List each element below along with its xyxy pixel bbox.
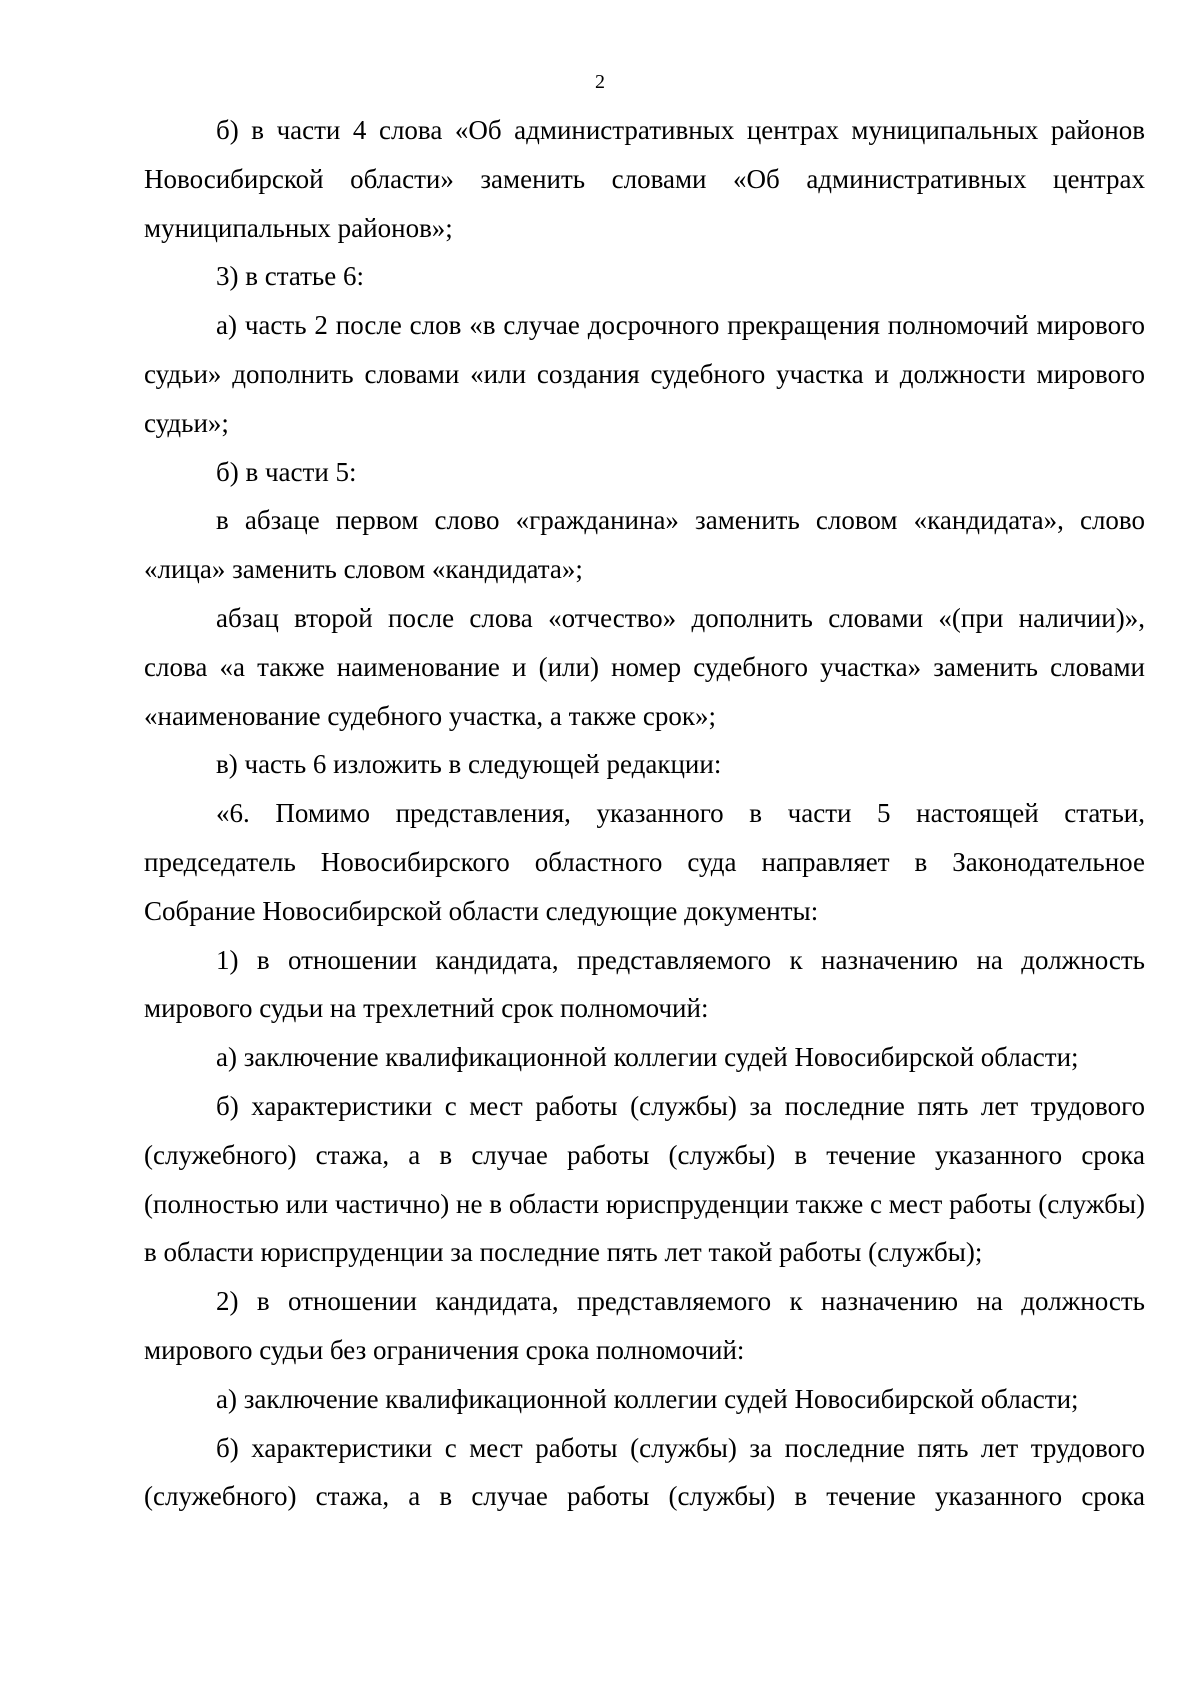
- paragraph: в абзаце первом слово «гражданина» заменить словом «кандидата», слово «лица» заменить словом «кандидата»;: [144, 505, 1145, 585]
- paragraph: б) характеристики с мест работы (службы) за последние пять лет трудового (служебного) стажа, а в случае работы (службы) в течение указанного срока (полностью или частично) не в области юриспруденции также с мест работы (службы) в области юриспруденции за последние пять лет такой работы (службы);: [144, 1090, 1145, 1268]
- paragraph: в) часть 6 изложить в следующей редакции:: [216, 749, 722, 780]
- paragraph: а) часть 2 после слов «в случае досрочного прекращения полномочий мирового судьи» дополнить словами «или создания судебного участка и должности мирового судьи»;: [144, 310, 1145, 438]
- paragraph: 1) в отношении кандидата, представляемого к назначению на должность мирового судьи на трехлетний срок полномочий:: [144, 944, 1145, 1024]
- paragraph: б) в части 5:: [216, 456, 357, 487]
- paragraph: 3) в статье 6:: [216, 261, 364, 292]
- paragraph: а) заключение квалификационной коллегии судей Новосибирской области;: [216, 1383, 1079, 1414]
- document-body: [144, 106, 1145, 1521]
- paragraph: абзац второй после слова «отчество» дополнить словами «(при наличии)», слова «а также наименование и (или) номер судебного участка» заменить словами «наименование судебного участка, а также срок»;: [144, 602, 1145, 731]
- paragraph: «6. Помимо представления, указанного в части 5 настоящей статьи, председатель Новосибирского областного суда направляет в Законодательное Собрание Новосибирской области следующие документы:: [144, 798, 1145, 926]
- page-number: 2: [595, 71, 605, 93]
- paragraph: а) заключение квалификационной коллегии судей Новосибирской области;: [216, 1042, 1079, 1073]
- paragraph: б) характеристики с мест работы (службы) за последние пять лет трудового (служебного) стажа, а в случае работы (службы) в течение указанного срока: [144, 1432, 1145, 1512]
- paragraph: 2) в отношении кандидата, представляемого к назначению на должность мирового судьи без ограничения срока полномочий:: [144, 1286, 1145, 1365]
- paragraph: б) в части 4 слова «Об административных центрах муниципальных районов Новосибирской области» заменить словами «Об административных центрах муниципальных районов»;: [144, 115, 1145, 243]
